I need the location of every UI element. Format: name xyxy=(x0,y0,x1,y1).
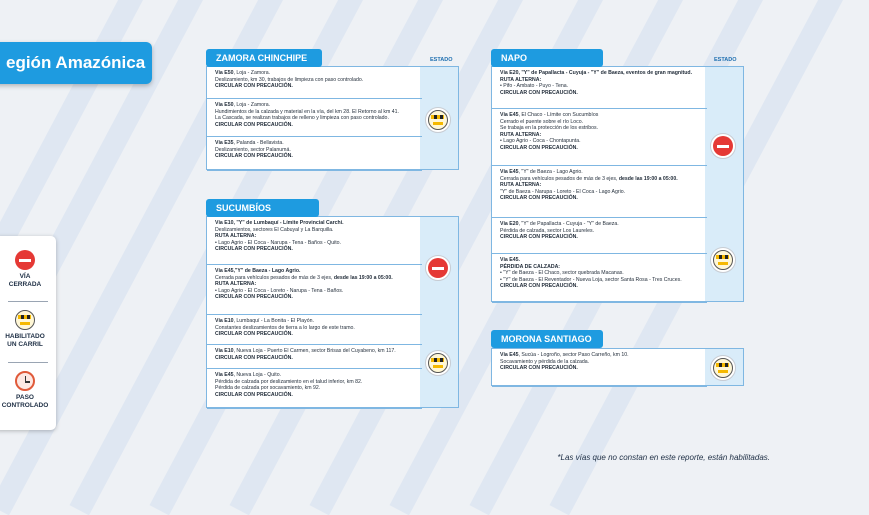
row-text-line xyxy=(500,90,663,97)
road-closed-icon xyxy=(428,258,448,278)
table-row xyxy=(207,217,422,265)
bold-text: CIRCULAR CON PRECAUCIÓN. xyxy=(215,121,293,128)
route-name: Vía E10, "Y" de Lumbaquí - Límite Provincial Carchi. xyxy=(215,220,344,226)
bold-text: RUTA ALTERNA: xyxy=(500,182,542,189)
row-text-line xyxy=(215,70,378,77)
row-text-line xyxy=(500,70,693,77)
row-text-line xyxy=(500,169,663,176)
status-single-lane xyxy=(710,247,736,273)
bold-text: CIRCULAR CON PRECAUCIÓN. xyxy=(500,234,578,241)
row-text-line xyxy=(215,348,396,355)
table-row xyxy=(492,166,707,218)
row-text: , "Y" de Papallacta - Cuyuja - "Y" de Baeza. xyxy=(518,221,619,227)
route-name: Vía E45. xyxy=(500,257,520,263)
row-text-line xyxy=(500,112,663,119)
legend-label: VÍA xyxy=(19,273,31,280)
row-text-line xyxy=(500,195,663,202)
route-name: Vía E45,"Y" de Baeza - Lago Agrio. xyxy=(215,268,301,274)
row-text: Deslizamiento, km 30, trabajos de limpieza con paso controlado. xyxy=(215,76,364,83)
table-row xyxy=(207,369,422,409)
row-text-line xyxy=(215,331,378,338)
bold-text: CIRCULAR CON PRECAUCIÓN. xyxy=(500,89,578,96)
legend-controlled xyxy=(0,371,56,410)
bold-text: CIRCULAR CON PRECAUCIÓN. xyxy=(500,365,578,372)
table-row xyxy=(492,109,707,166)
status-single-lane xyxy=(425,350,451,376)
province-title-sucumbios: SUCUMBÍOS xyxy=(206,199,319,217)
table-row xyxy=(492,67,707,109)
controlled-passage-icon xyxy=(15,371,35,391)
sucumbios-table xyxy=(206,216,459,408)
bold-text: desde las 19:00 a 05:00. xyxy=(333,274,393,281)
zamora-table xyxy=(206,66,459,170)
table-row xyxy=(207,99,422,137)
bold-text: CIRCULAR CON PRECAUCIÓN. xyxy=(215,391,293,398)
row-text-line xyxy=(500,138,663,145)
row-text: Cerrada para vehículos pesados de más de 3 ejes, xyxy=(215,274,334,281)
row-text: Deslizamientos, sectores El Cabuyal y La Barquilla. xyxy=(215,226,334,233)
row-text-line xyxy=(500,221,663,228)
legend-label: UN CARRIL xyxy=(7,341,43,348)
bold-text: CIRCULAR CON PRECAUCIÓN. xyxy=(215,246,293,253)
row-text: , Loja - Zamora. xyxy=(233,102,271,108)
table-row xyxy=(207,67,422,99)
table-row xyxy=(207,345,422,369)
legend-label: CONTROLADO xyxy=(1,402,49,409)
row-text-line xyxy=(500,119,663,126)
table-row xyxy=(492,218,707,254)
row-text-line xyxy=(500,132,663,139)
estado-label: ESTADO xyxy=(430,57,453,63)
row-text-line xyxy=(215,268,378,275)
bold-text: CIRCULAR CON PRECAUCIÓN. xyxy=(215,294,293,301)
row-text: Deslizamiento, sector Palanumá. xyxy=(215,146,291,153)
legend-road-closed xyxy=(0,250,56,289)
footnote: *Las vías que no constan en este reporte, están habilitadas. xyxy=(557,453,770,462)
legend-label: HABILITADO xyxy=(5,333,45,340)
route-name: Vía E45 xyxy=(215,372,234,378)
row-text-line xyxy=(500,352,663,359)
bold-text: CIRCULAR CON PRECAUCIÓN. xyxy=(500,283,578,290)
bold-text: CIRCULAR CON PRECAUCIÓN. xyxy=(215,83,293,90)
route-name: Vía E20, "Y" de Papallacta - Cuyuja - "Y" de Baeza, eventos de gran magnitud. xyxy=(500,70,693,76)
row-text-line xyxy=(215,122,378,129)
single-lane-icon xyxy=(713,358,733,378)
row-text-line xyxy=(215,246,378,253)
bold-text: CIRCULAR CON PRECAUCIÓN. xyxy=(215,153,293,160)
single-lane-icon xyxy=(428,110,448,130)
row-text-line xyxy=(500,182,663,189)
row-text: Socavamiento y pérdida de la calzada. xyxy=(500,358,590,365)
row-text-line xyxy=(500,175,678,183)
row-text-line xyxy=(215,227,378,234)
bold-text: CIRCULAR CON PRECAUCIÓN. xyxy=(500,195,578,202)
row-text: Cerrado el puente sobre el río Loco. xyxy=(500,118,584,125)
row-text: Se trabaja en la protección de los estribos. xyxy=(500,125,599,132)
route-name: Vía E20 xyxy=(500,221,519,227)
table-row xyxy=(207,315,422,345)
legend xyxy=(0,236,56,430)
row-text-line xyxy=(215,153,378,160)
province-title-zamora: ZAMORA CHINCHIPE xyxy=(206,49,322,67)
row-text-line xyxy=(215,233,378,240)
row-text: , El Chaco - Límite con Sucumbíos xyxy=(518,112,599,118)
row-text-line xyxy=(215,281,378,288)
row-text-line xyxy=(215,83,378,90)
estado-label: ESTADO xyxy=(714,57,737,63)
single-lane-icon xyxy=(15,310,35,330)
row-text-line xyxy=(215,392,378,399)
province-title-morona: MORONA SANTIAGO xyxy=(491,330,603,348)
bold-text: RUTA ALTERNA: xyxy=(215,233,257,240)
single-lane-icon xyxy=(428,353,448,373)
row-text: , Lumbaquí - La Bonita - El Playón. xyxy=(233,318,314,324)
row-text-line xyxy=(500,264,663,271)
route-name: Vía E45 xyxy=(500,169,519,175)
bullet-item: • "Y" de Baeza - El Reventador - Nueva Loja, sector Santa Rosa - Tres Cruces. xyxy=(500,277,682,283)
bold-text: PÉRDIDA DE CALZADA: xyxy=(500,263,561,270)
row-text: Pérdida de calzada, sector Los Laureles. xyxy=(500,227,595,234)
status-road-closed xyxy=(710,133,736,159)
row-text-line xyxy=(215,220,378,227)
bullet-item: • Lago Agrio - El Coca - Loreto - Narupa - Tena - Baños. xyxy=(215,288,343,294)
region-title: egión Amazónica xyxy=(0,42,152,84)
route-name: Vía E50 xyxy=(215,70,234,76)
status-single-lane xyxy=(710,355,736,381)
bullet-item: • Lago Agrio - El Coca - Narupa - Tena - Baños - Quito. xyxy=(215,240,341,246)
road-closed-icon xyxy=(713,136,733,156)
row-text-line xyxy=(500,270,663,277)
row-text-line xyxy=(500,77,663,84)
row-text-line xyxy=(215,108,399,116)
route-name: Vía E35 xyxy=(215,140,234,146)
route-name: Vía E45 xyxy=(500,352,519,358)
route-name: Vía E10 xyxy=(215,318,234,324)
row-text-line xyxy=(215,385,378,392)
row-text-line xyxy=(500,283,663,290)
row-text: , Nueva Loja - Puerto El Carmen, sector Brisas del Cuyabeno, km 117. xyxy=(233,348,396,354)
row-text: Constantes deslizamientos de tierra a lo largo de este tramo. xyxy=(215,324,355,331)
row-text-line xyxy=(215,372,378,379)
row-text: , Loja - Zamora. xyxy=(233,70,271,76)
bold-text: CIRCULAR CON PRECAUCIÓN. xyxy=(500,144,578,151)
row-text: Cerrada para vehículos pesados de más de 3 ejes, xyxy=(500,175,619,182)
row-text-line xyxy=(500,145,663,152)
row-text: "Y" de Baeza - Narupa - Loreto - El Coca - Lago Agrio. xyxy=(500,188,626,195)
road-closed-icon xyxy=(15,250,35,270)
row-text-line xyxy=(500,83,663,90)
row-text-line xyxy=(215,355,378,362)
route-name: Vía E50 xyxy=(215,102,234,108)
row-text: Pérdida de calzada por deslizamiento en el talud inferior, km 82. xyxy=(215,378,363,385)
bold-text: RUTA ALTERNA: xyxy=(215,281,257,288)
route-name: Vía E45 xyxy=(500,112,519,118)
row-text: , Palanda - Bellavista. xyxy=(233,140,284,146)
status-single-lane xyxy=(425,107,451,133)
bullet-item: • Lago Agrio - Coca - Chontapunta. xyxy=(500,138,581,144)
morona-table xyxy=(491,348,744,386)
row-text-line xyxy=(215,379,378,386)
table-row xyxy=(207,265,422,315)
row-text-line xyxy=(500,257,663,264)
table-row xyxy=(492,254,707,303)
row-text: La Cascada, se realizan trabajos de relleno y limpieza con paso controlado. xyxy=(215,115,389,122)
row-text: , "Y" de Baeza - Lago Agrio. xyxy=(518,169,583,175)
single-lane-icon xyxy=(713,250,733,270)
bullet-item: • "Y" de Baeza - El Chaco, sector quebrada Macanas. xyxy=(500,270,624,276)
row-text-line xyxy=(215,102,378,109)
napo-table xyxy=(491,66,744,302)
row-text: Pérdida de calzada por socavamiento, km 92. xyxy=(215,385,321,392)
status-road-closed xyxy=(425,255,451,281)
bold-text: CIRCULAR CON PRECAUCIÓN. xyxy=(215,331,293,338)
bold-text: CIRCULAR CON PRECAUCIÓN. xyxy=(215,354,293,361)
row-text-line xyxy=(500,234,663,241)
row-text-line xyxy=(215,115,389,122)
table-row xyxy=(492,349,707,387)
legend-label: CERRADA xyxy=(8,281,42,288)
legend-single-lane xyxy=(0,310,56,349)
bullet-item: • Pifo - Ambato - Puyo - Tena. xyxy=(500,83,568,89)
bold-text: desde las 19:00 a 05:00. xyxy=(618,175,678,182)
province-title-napo: NAPO xyxy=(491,49,603,67)
row-text: , Sucúa - Logroño, sector Paso Carreño, km 10. xyxy=(518,352,629,358)
route-name: Vía E10 xyxy=(215,348,234,354)
bold-text: RUTA ALTERNA: xyxy=(500,131,542,138)
row-text-line xyxy=(215,274,393,282)
row-text-line xyxy=(500,125,663,132)
legend-label: PASO xyxy=(16,394,34,401)
row-text-line xyxy=(500,365,663,372)
table-row xyxy=(207,137,422,171)
row-text-line xyxy=(215,318,378,325)
row-text-line xyxy=(215,294,378,301)
row-text: Hundimientos de la calzada y material en la vía, del km 28. El Retorno al km 41. xyxy=(215,108,399,115)
row-text-line xyxy=(215,140,378,147)
row-text: , Nueva Loja - Quito. xyxy=(233,372,282,378)
bold-text: RUTA ALTERNA: xyxy=(500,76,542,83)
